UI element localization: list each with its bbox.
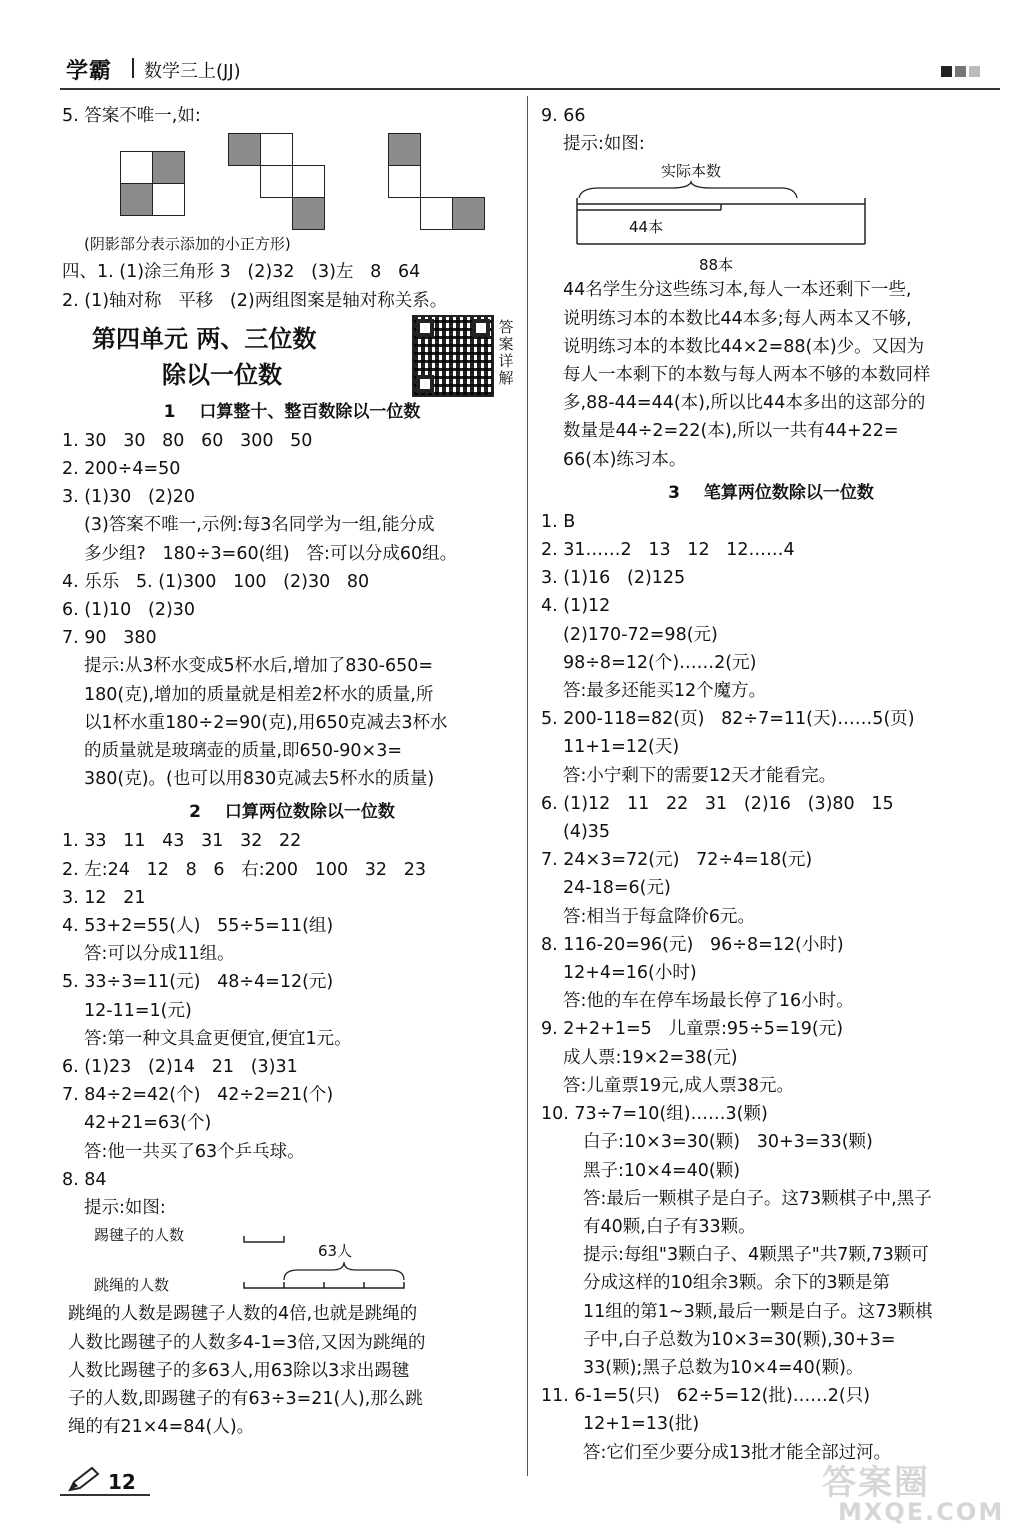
answer-line: 5. 200-118=82(页) 82÷7=11(天)……5(页) [541, 709, 915, 730]
hint-line: 33(颗);黑子总数为10×4=40(颗)。 [583, 1357, 864, 1378]
header-separator [132, 58, 134, 78]
answer-line: 3. (1)16 (2)125 [541, 568, 686, 589]
header-rule [60, 88, 1000, 90]
unit-subtitle: 除以一位数 [162, 360, 282, 389]
answer-line: 42+21=63(个) [84, 1113, 212, 1134]
hint-line: 绳的有21×4=84(人)。 [68, 1417, 255, 1438]
answer-line: 1. 33 11 43 31 32 22 [62, 831, 302, 852]
answer-line: (4)35 [563, 822, 611, 843]
answer-line: 8. 84 [62, 1169, 107, 1190]
answer-line: (3)答案不唯一,示例:每3名同学为一组,能分成 [84, 515, 435, 536]
hint-line: 以1杯水重180÷2=90(克),用650克减去3杯水 [84, 712, 448, 733]
answer-line: 答:他一共买了63个乒乓球。 [84, 1141, 305, 1162]
left-column [62, 102, 522, 1441]
header-squares-icon [938, 62, 980, 81]
hint-line: 44名学生分这些练习本,每人一本还剩下一些, [563, 280, 912, 301]
hint-line: 人数比踢毽子的多63人,用63除以3求出踢毽 [68, 1360, 410, 1381]
section-title [62, 397, 522, 427]
answer-line: 2. 31……2 13 12 12……4 [541, 540, 795, 561]
answer-line: 7. 24×3=72(元) 72÷4=18(元) [541, 850, 813, 871]
answer-line: 有40颗,白子有33颗。 [583, 1216, 756, 1237]
answer-line: 5. 33÷3=11(元) 48÷4=12(元) [62, 972, 334, 993]
hint-line: 的质量就是玻璃壶的质量,即650-90×3= [84, 741, 403, 762]
unit-title: 第四单元 两、三位数 [92, 324, 317, 353]
answer-line: 答:可以分成11组。 [84, 944, 235, 965]
section-name: 口算整十、整百数除以一位数 [199, 401, 421, 422]
answer-line: 11. 6-1=5(只) 62÷5=12(批)……2(只) [541, 1386, 871, 1407]
answer-line: 黑子:10×4=40(颗) [583, 1160, 741, 1181]
line-segment-diagram [541, 158, 1001, 276]
answer-line: 8. 116-20=96(元) 96÷8=12(小时) [541, 934, 844, 955]
diagram-label: 跳绳的人数 [94, 1276, 170, 1295]
page-number: 12 [108, 1470, 136, 1494]
qr-caption: 答 案 详 解 [498, 317, 514, 387]
answer-line: 2. 200÷4=50 [62, 459, 181, 480]
watermark-url: MXQE.COM [838, 1498, 1005, 1526]
right-column [541, 102, 1001, 1467]
section-title [541, 478, 1001, 508]
answer-line: 7. 84÷2=42(个) 42÷2=21(个) [62, 1085, 334, 1106]
diagram-label: 踢毽子的人数 [94, 1226, 185, 1245]
answer-line: 答:它们至少要分成13批才能全部过河。 [583, 1442, 892, 1463]
answer-line: 3. 12 21 [62, 887, 146, 908]
watermark-logo: 答案圈 [822, 1463, 930, 1503]
answer-line: 12+4=16(小时) [563, 963, 697, 984]
diagram-label: 44本 [629, 218, 664, 237]
answer-line: 答:第一种文具盒更便宜,便宜1元。 [84, 1028, 352, 1049]
section-name: 笔算两位数除以一位数 [703, 482, 874, 503]
diagram-label: 63人 [318, 1242, 353, 1261]
hint-line: 提示:每组"3颗白子、4颗黑子"共7颗,73颗可 [583, 1245, 929, 1266]
answer-line: 7. 90 380 [62, 628, 157, 649]
section-title [62, 797, 522, 827]
hint-line: 子的人数,即踢毽子的有63÷3=21(人),那么跳 [68, 1388, 423, 1409]
answer-line: 5. 答案不唯一,如: [62, 106, 201, 126]
square-figures [62, 130, 522, 230]
answer-line: 11+1=12(天) [563, 737, 680, 758]
answer-line: 12+1=13(批) [583, 1414, 700, 1435]
answer-line: 4. 53+2=55(人) 55÷5=11(组) [62, 916, 334, 937]
answer-line: 24-18=6(元) [563, 878, 671, 899]
diagram-label: 实际本数 [661, 162, 722, 181]
answer-line: 6. (1)10 (2)30 [62, 600, 196, 621]
answer-line: 6. (1)23 (2)14 21 (3)31 [62, 1057, 298, 1078]
hint-line: 说明练习本的本数比44×2=88(本)少。又因为 [563, 336, 925, 357]
answer-line: 6. (1)12 11 22 31 (2)16 (3)80 15 [541, 793, 894, 814]
section-number: 3 [668, 482, 680, 503]
hint-line: 提示:从3杯水变成5杯水后,增加了830-650= [84, 656, 434, 677]
qr-code[interactable] [412, 315, 494, 397]
answer-line: 答:小宁剩下的需要12天才能看完。 [563, 765, 837, 786]
answer-line: 12-11=1(元) [84, 1000, 192, 1021]
hint-line: 分成这样的10组余3颗。余下的3颗是第 [583, 1273, 891, 1294]
answer-line: 答:儿童票19元,成人票38元。 [563, 1075, 794, 1096]
pencil-icon [66, 1466, 102, 1494]
answer-line: 答:最后一颗棋子是白子。这73颗棋子中,黑子 [583, 1188, 932, 1209]
line-segment-diagram [62, 1222, 522, 1300]
answer-line: 多少组? 180÷3=60(组) 答:可以分成60组。 [84, 543, 458, 564]
section-number: 1 [163, 401, 176, 422]
answer-line: 3. (1)30 (2)20 [62, 487, 196, 508]
hint-line: 跳绳的人数是踢毽子人数的4倍,也就是跳绳的 [68, 1304, 418, 1325]
answer-line: 白子:10×3=30(颗) 30+3=33(颗) [583, 1132, 873, 1153]
answer-line: 答:最多还能买12个魔方。 [563, 681, 767, 702]
section-number: 2 [189, 802, 201, 823]
answer-line: 10. 73÷7=10(组)……3(颗) [541, 1104, 768, 1125]
answer-line: 9. 66 [541, 106, 586, 126]
diagram-label: 88本 [699, 256, 734, 275]
answer-line: 4. (1)12 [541, 596, 611, 617]
answer-line: 答:相当于每盒降价6元。 [563, 906, 756, 927]
hint-line: 11组的第1~3颗,最后一颗是白子。这73颗棋 [583, 1301, 933, 1322]
hint-line: 380(克)。(也可以用830克减去5杯水的质量) [84, 769, 435, 790]
answer-line: 四、1. (1)涂三角形 3 (2)32 (3)左 8 64 [62, 262, 421, 283]
answer-line: 98÷8=12(个)……2(元) [563, 652, 757, 673]
hint-line: 提示:如图: [563, 134, 645, 155]
hint-line: 每人一本剩下的本数与每人两本不够的本数同样 [563, 365, 931, 386]
diagram-lines [541, 158, 1001, 276]
footer-rule [60, 1494, 150, 1496]
answer-line: 9. 2+2+1=5 儿童票:95÷5=19(元) [541, 1019, 844, 1040]
page-header [60, 48, 1000, 88]
figure-note: (阴影部分表示添加的小正方形) [84, 235, 291, 254]
hint-line: 提示:如图: [84, 1198, 166, 1219]
hint-line: 说明练习本的本数比44本多;每人两本又不够, [563, 308, 912, 329]
hint-line: 子中,白子总数为10×3=30(颗),30+3= [583, 1329, 896, 1350]
answer-line: 2. (1)轴对称 平移 (2)两组图案是轴对称关系。 [62, 290, 448, 311]
hint-line: 人数比踢毽子的人数多4-1=3倍,又因为跳绳的 [68, 1332, 426, 1353]
hint-line: 180(克),增加的质量就是相差2杯水的质量,所 [84, 684, 434, 705]
answer-line: 4. 乐乐 5. (1)300 100 (2)30 80 [62, 571, 370, 592]
answer-line: 2. 左:24 12 8 6 右:200 100 32 23 [62, 859, 427, 880]
column-divider [527, 96, 528, 1476]
answer-line: (2)170-72=98(元) [563, 624, 718, 645]
book-title: 数学三上(JJ) [144, 61, 241, 82]
answer-line: 答:他的车在停车场最长停了16小时。 [563, 991, 854, 1012]
answer-line: 成人票:19×2=38(元) [563, 1047, 738, 1068]
hint-line: 多,88-44=44(本),所以比44本多出的这部分的 [563, 393, 926, 414]
hint-line: 数量是44÷2=22(本),所以一共有44+22= [563, 421, 899, 442]
brand-logo: 学霸 [66, 59, 113, 84]
unit-title-block [62, 315, 522, 393]
answer-line: 1. 30 30 80 60 300 50 [62, 430, 313, 451]
hint-line: 66(本)练习本。 [563, 449, 687, 470]
section-name: 口算两位数除以一位数 [224, 802, 395, 823]
answer-line: 1. B [541, 511, 576, 532]
